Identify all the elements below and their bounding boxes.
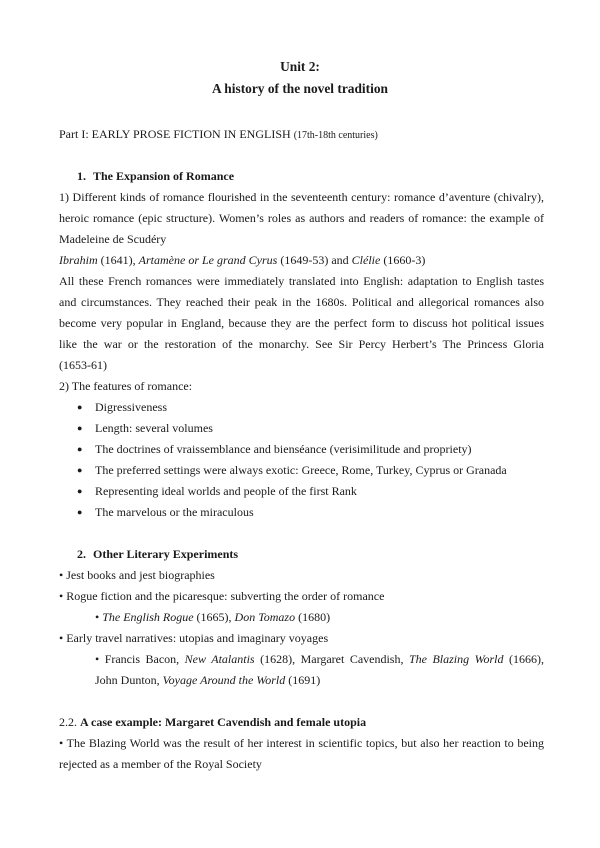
paragraph-line: become very popular in England, because they are the perfect form to discuss hot political issues (59, 316, 544, 330)
paragraph-line: and circumstances. They reached their peak in the 1680s. Political and allegorical romances also (59, 295, 544, 309)
work-date: (1665), (193, 610, 235, 624)
section22-heading (59, 715, 544, 730)
unit-title: Unit 2: (280, 59, 320, 74)
feature-item: Representing ideal worlds and people of the first Rank (95, 484, 357, 498)
work-title: New Atalantis (184, 652, 255, 666)
work-title: The Blazing World (408, 652, 504, 666)
section1-heading (77, 169, 544, 184)
work-title: Voyage Around the World (162, 673, 286, 687)
feature-item: The doctrines of vraissemblance and bienséance (verisimilitude and propriety) (95, 442, 472, 456)
features-intro: 2) The features of romance: (59, 379, 193, 393)
work-date: (1641), (97, 253, 139, 267)
paragraph-line: heroic romance (epic structure). Women’s roles as authors and readers of romance: the example of (59, 211, 544, 225)
bullet-icon: ● (77, 444, 83, 454)
section2-title: Other Literary Experiments (93, 547, 239, 561)
work-date: (1660-3) (380, 253, 426, 267)
work-title: Artamène or Le grand Cyrus (138, 253, 278, 267)
section2-number: 2. (77, 547, 86, 561)
section1-number: 1. (77, 169, 86, 183)
paragraph-line: (1653-61) (59, 358, 107, 372)
paragraph-line: 1) Different kinds of romance flourished in the seventeenth century: romance d’aventure (chivalry), (59, 190, 544, 204)
bullet-icon: ● (77, 423, 83, 433)
work-date: (1666), (503, 652, 544, 666)
bullet-icon: ● (77, 465, 83, 475)
section22-number: 2.2. (59, 715, 80, 729)
feature-item: Digressiveness (95, 400, 167, 414)
bullet-icon: ● (77, 507, 83, 517)
work-title: Clélie (351, 253, 381, 267)
work-title: The English Rogue (102, 610, 194, 624)
sub-bullet: • (95, 610, 103, 624)
author-text: • Francis Bacon, (95, 652, 185, 666)
work-title: Don Tomazo (234, 610, 296, 624)
paragraph-line: • The Blazing World was the result of her interest in scientific topics, but also her reaction to being (59, 736, 544, 750)
paragraph-line: rejected as a member of the Royal Society (59, 757, 262, 771)
feature-item: The marvelous or the miraculous (95, 505, 254, 519)
bullet-icon: ● (77, 486, 83, 496)
work-title: Ibrahim (59, 253, 98, 267)
sub-list-item (95, 610, 544, 625)
section22-title: A case example: Margaret Cavendish and female utopia (80, 715, 367, 729)
sub-list-item (95, 652, 544, 667)
list-item: • Early travel narratives: utopias and imaginary voyages (59, 631, 329, 645)
works-line (59, 253, 544, 268)
paragraph-line: All these French romances were immediately translated into English: adaptation to English tastes (59, 274, 544, 288)
part-heading (59, 127, 544, 143)
feature-item: Length: several volumes (95, 421, 213, 435)
part-range: (17th-18th centuries) (293, 130, 378, 141)
author-text: (1628), Margaret Cavendish, (254, 652, 409, 666)
paragraph-line: like the war or the restoration of the monarchy. See Sir Percy Herbert’s The Princess Gloria (59, 337, 544, 351)
work-date: (1649-53) and (277, 253, 352, 267)
work-date: (1680) (295, 610, 331, 624)
bullet-icon: ● (77, 402, 83, 412)
feature-item: The preferred settings were always exotic: Greece, Rome, Turkey, Cyprus or Granada (95, 463, 507, 477)
paragraph-line: Madeleine de Scudéry (59, 232, 167, 246)
part-label: Part I: EARLY PROSE FICTION IN ENGLISH (59, 127, 291, 141)
list-item: • Jest books and jest biographies (59, 568, 215, 582)
section1-title: The Expansion of Romance (93, 169, 235, 183)
sub-list-item-cont (95, 673, 544, 688)
unit-subtitle: A history of the novel tradition (212, 81, 388, 96)
work-date: (1691) (285, 673, 321, 687)
author-text: John Dunton, (95, 673, 163, 687)
list-item: • Rogue fiction and the picaresque: subverting the order of romance (59, 589, 385, 603)
section2-heading (77, 547, 544, 562)
